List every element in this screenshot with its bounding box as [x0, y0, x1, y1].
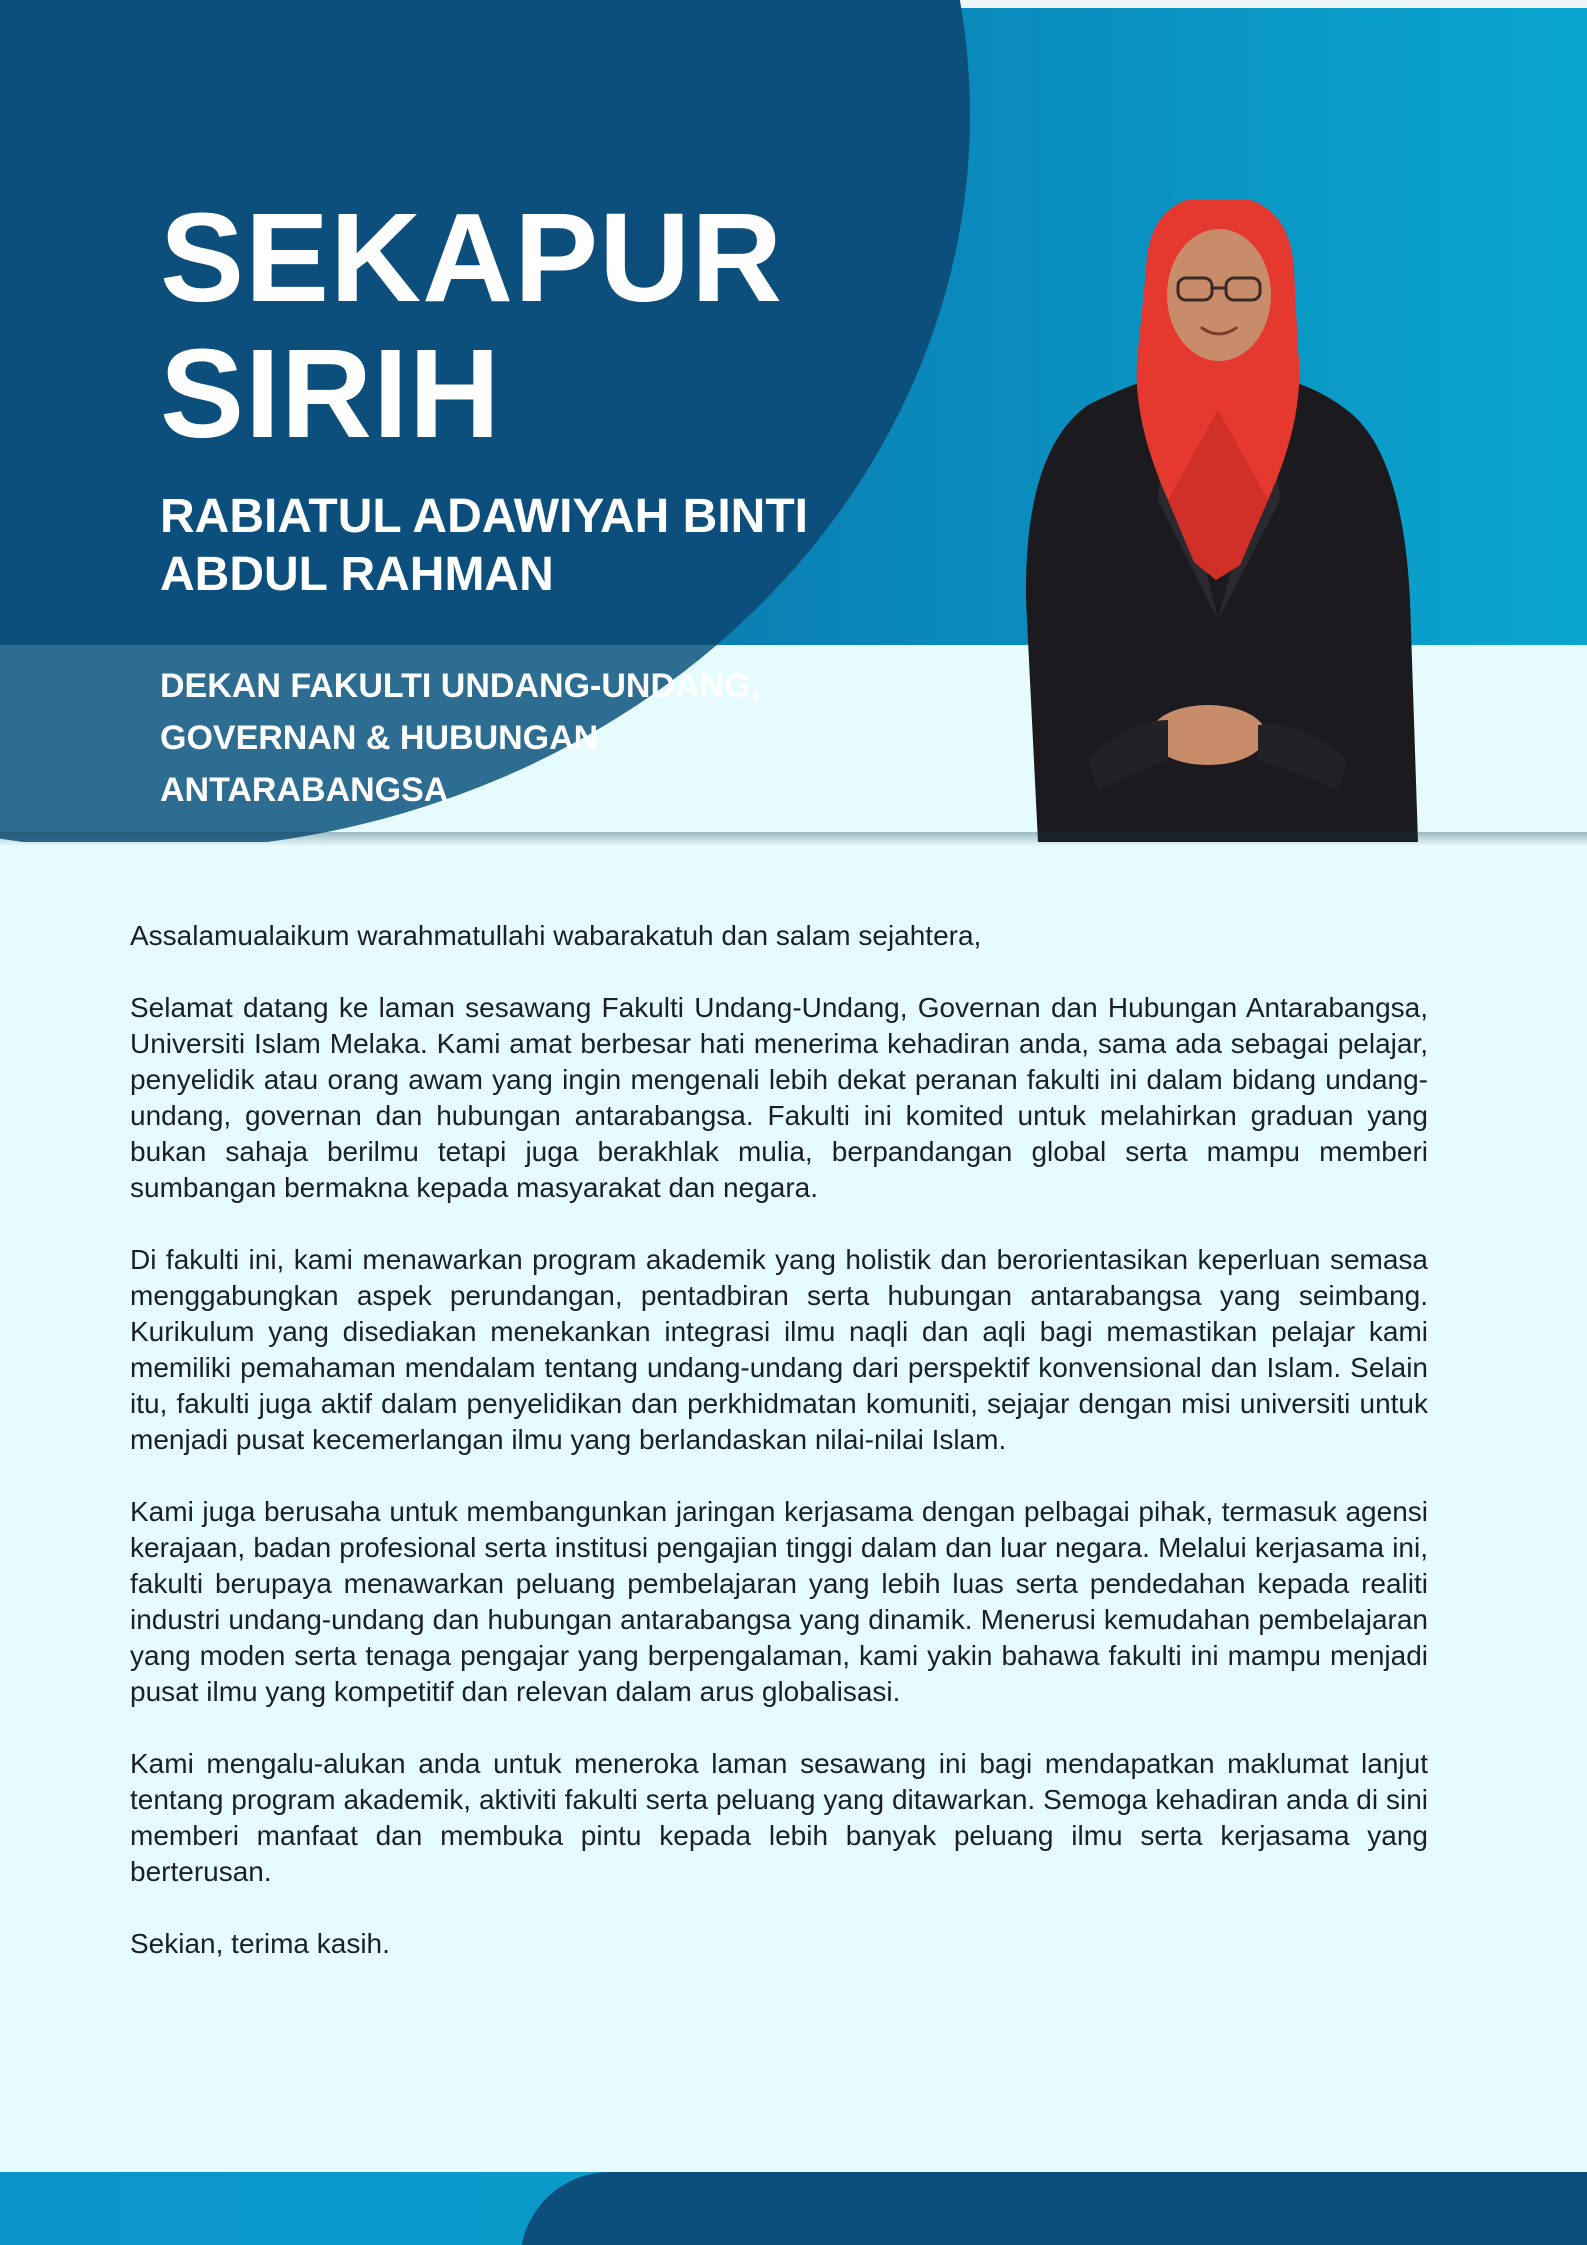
title-line-1: SEKAPUR: [160, 187, 784, 328]
greeting: Assalamualaikum warahmatullahi wabarakatuh dan salam sejahtera,: [130, 920, 982, 951]
dean-name-line-1: RABIATUL ADAWIYAH BINTI: [160, 490, 808, 543]
message-body: [130, 918, 1428, 1998]
footer-band: [0, 2172, 1587, 2245]
dean-name: [160, 488, 920, 604]
paragraph-3: Kami juga berusaha untuk membangunkan jaringan kerjasama dengan pelbagai pihak, termasuk agensi kerajaan, badan profesional serta institusi pengajian tinggi dalam dan luar negara. Melalui kerjasama ini, fakulti berupaya menawarkan peluang pembelajaran yang lebih luas serta pendedahan kepada realiti industri undang-undang dan hubungan antarabangsa yang dinamik. Menerusi kemudahan pembelajaran yang moden serta tenaga pengajar yang berpengalaman, kami yakin bahawa fakulti ini mampu menjadi pusat ilmu yang kompetitif dan relevan dalam arus globalisasi.: [130, 1496, 1428, 1707]
dean-position: [160, 660, 900, 816]
paragraph-2: Di fakulti ini, kami menawarkan program akademik yang holistik dan berorientasikan keperluan semasa menggabungkan aspek perundangan, pentadbiran serta hubungan antarabangsa yang seimbang. Kurikulum yang disediakan menekankan integrasi ilmu naqli dan aqli bagi memastikan pelajar kami memiliki pemahaman mendalam tentang undang-undang dari perspektif konvensional dan Islam. Selain itu, fakulti juga aktif dalam penyelidikan dan perkhidmatan komuniti, sejajar dengan misi universiti untuk menjadi pusat kecemerlangan ilmu yang berlandaskan nilai-nilai Islam.: [130, 1244, 1428, 1455]
position-line-3: ANTARABANGSA: [160, 771, 449, 809]
portrait-face: [1167, 229, 1271, 361]
closing: Sekian, terima kasih.: [130, 1928, 390, 1959]
page-title: [160, 187, 784, 464]
dean-portrait: [1018, 200, 1418, 842]
footer-dark-shape: [520, 2172, 1587, 2245]
paragraph-1: Selamat datang ke laman sesawang Fakulti Undang-Undang, Governan dan Hubungan Antarabangsa, Universiti Islam Melaka. Kami amat berbesar hati menerima kehadiran anda, sama ada sebagai pelajar, penyelidik atau orang awam yang ingin mengenali lebih dekat peranan fakulti ini dalam bidang undang-undang, governan dan hubungan antarabangsa. Fakulti ini komited untuk melahirkan graduan yang bukan sahaja berilmu tetapi juga berakhlak mulia, berpandangan global serta mampu memberi sumbangan bermakna kepada masyarakat dan negara.: [130, 992, 1428, 1203]
dean-name-line-2: ABDUL RAHMAN: [160, 548, 554, 601]
paragraph-4: Kami mengalu-alukan anda untuk meneroka laman sesawang ini bagi mendapatkan maklumat lanjut tentang program akademik, aktiviti fakulti serta peluang yang ditawarkan. Semoga kehadiran anda di sini memberi manfaat dan membuka pintu kepada lebih banyak peluang ilmu serta kerjasama yang berterusan.: [130, 1748, 1428, 1887]
header-shadow: [0, 832, 1587, 846]
position-line-2: GOVERNAN & HUBUNGAN: [160, 719, 599, 757]
title-line-2: SIRIH: [160, 323, 502, 464]
position-line-1: DEKAN FAKULTI UNDANG-UNDANG,: [160, 667, 760, 705]
header-banner: [0, 0, 1587, 842]
